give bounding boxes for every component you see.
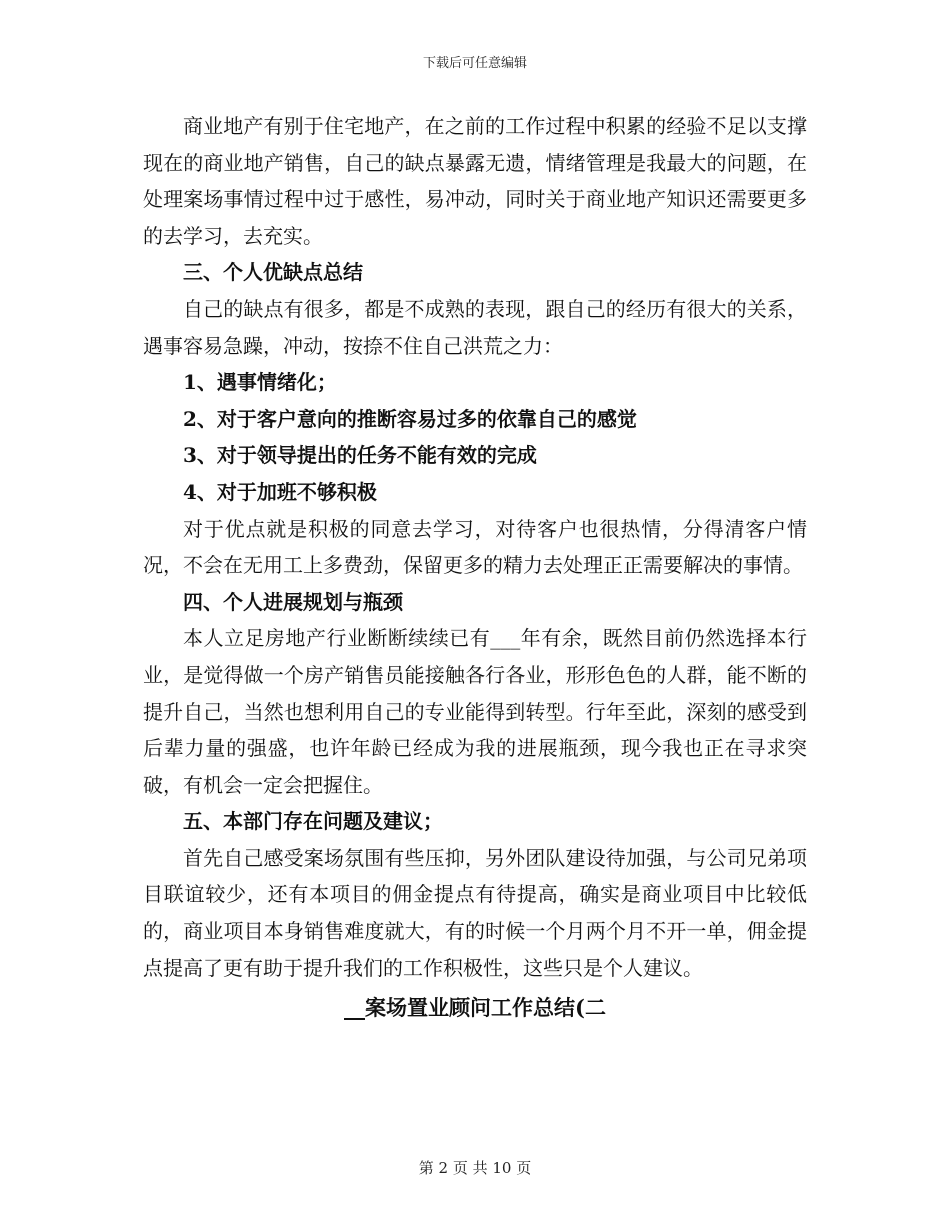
- list-item: 2、对于客户意向的推断容易过多的依靠自己的感觉: [183, 406, 637, 431]
- document-body: [143, 108, 807, 1027]
- list-item: 3、对于领导提出的任务不能有效的完成: [183, 443, 537, 468]
- paragraph: 首先自己感受案场氛围有些压抑，另外团队建设待加强，与公司兄弟项目联谊较少，还有本项目的佣金提点有待提高，确实是商业项目中比较低的，商业项目本身销售难度就大，有的时候一个月两个月不开一单，佣金提点提高了更有助于提升我们的工作积极性，这些只是个人建议。: [143, 845, 807, 980]
- section-heading: 三、个人优缺点总结: [183, 260, 363, 285]
- paragraph: 对于优点就是积极的同意去学习，对待客户也很热情，分得清客户情况，不会在无用工上多费劲，保留更多的精力去处理正正需要解决的事情。: [143, 516, 807, 578]
- paragraph: 本人立足房地产行业断断续续已有___年有余，既然目前仍然选择本行业，是觉得做一个房产销售员能接触各行各业，形形色色的人群，能不断的提升自己，当然也想利用自己的专业能得到转型。行年至此，深刻的感受到后辈力量的强盛，也许年龄已经成为我的进展瓶颈，现今我也正在寻求突破，有机会一定会把握住。: [143, 626, 807, 797]
- list-item: 1、遇事情绪化；: [183, 370, 337, 395]
- paragraph: 商业地产有别于住宅地产，在之前的工作过程中积累的经验不足以支撑现在的商业地产销售，自己的缺点暴露无遗，情绪管理是我最大的问题，在处理案场事情过程中过于感性，易冲动，同时关于商业地产知识还需要更多的去学习，去充实。: [143, 114, 807, 248]
- paragraph: 自己的缺点有很多，都是不成熟的表现，跟自己的经历有很大的关系，遇事容易急躁，冲动，按捺不住自己洪荒之力：: [143, 296, 807, 358]
- section-heading: 五、本部门存在问题及建议；: [183, 809, 443, 834]
- section-heading: 四、个人进展规划与瓶颈: [183, 589, 403, 614]
- list-item: 4、对于加班不够积极: [183, 479, 377, 504]
- document-title: __案场置业顾问工作总结(二: [344, 995, 606, 1021]
- page-header: 下载后可任意编辑: [422, 56, 527, 71]
- page-footer: 第 2 页 共 10 页: [418, 1159, 532, 1177]
